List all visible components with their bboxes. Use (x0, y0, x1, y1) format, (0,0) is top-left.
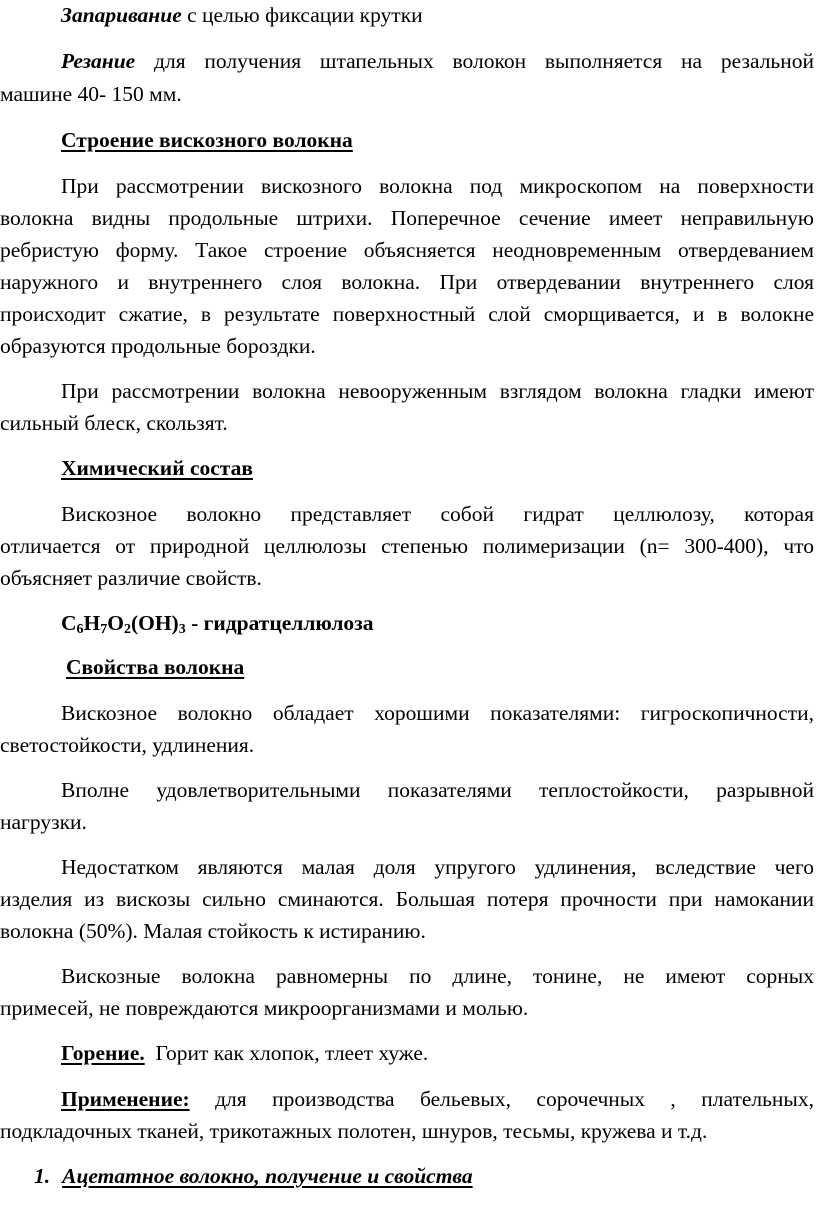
formula-subscript: 7 (100, 621, 108, 637)
text-line: Вискозные волокна равномерны по длине, тонине, не имеют сорных (61, 964, 814, 988)
text-line: ребристую форму. Такое строение объясняется неодновременным отвердеванием (0, 238, 814, 262)
formula-subscript: 3 (178, 621, 186, 637)
text-line: волокна (50%). Малая стойкость к истиранию. (0, 919, 426, 943)
paragraph-burning (61, 1043, 814, 1065)
section-heading-chemistry: Химический состав (61, 456, 253, 480)
chemical-formula (61, 613, 814, 635)
steaming-text: с целью фиксации крутки (181, 3, 423, 27)
term-usage: Применение: (61, 1087, 190, 1111)
heading-acetate-text: Ацетатное волокно, получение и свойства (62, 1164, 473, 1188)
list-number: 1. (34, 1164, 51, 1188)
text-line: объясняет различие свойств. (0, 566, 262, 590)
text-line: нагрузки. (0, 810, 87, 834)
numbered-heading-acetate (34, 1166, 473, 1188)
term-steaming: Запаривание (61, 3, 182, 27)
formula-subscript: 6 (76, 621, 84, 637)
text-line: При рассмотрении волокна невооруженным взглядом волокна гладки имеют (61, 379, 814, 403)
text-line: Недостатком являются малая доля упругого удлинения, вследствие чего (61, 855, 814, 879)
text-line: изделия из вискозы сильно сминаются. Большая потеря прочности при намокании (0, 887, 814, 911)
formula-part: C (61, 611, 77, 635)
text-line: отличается от природной целлюлозы степенью полимеризации (n= 300-400), что (0, 534, 814, 558)
text-line: При рассмотрении вискозного волокна под микроскопом на поверхности (61, 174, 814, 198)
term-burning: Горение. (61, 1041, 145, 1065)
text-line: светостойкости, удлинения. (0, 733, 255, 757)
paragraph-usage (61, 1089, 814, 1111)
text-line: происходит сжатие, в результате поверхностный слой сморщивается, и в волокне (0, 302, 814, 326)
paragraph-steaming (61, 5, 814, 27)
paragraph-cutting (61, 51, 814, 73)
term-cutting: Резание (61, 49, 136, 73)
text-line: волокна видны продольные штрихи. Поперечное сечение имеет неправильную (0, 206, 814, 230)
text-line: машине 40- 150 мм. (0, 82, 182, 106)
section-heading-properties: Свойства волокна (66, 655, 245, 679)
burning-text: Горит как хлопок, тлеет хуже. (144, 1041, 429, 1065)
formula-label: - гидратцеллюлоза (185, 611, 374, 635)
text-line: примесей, не повреждаются микроорганизмами и молью. (0, 996, 529, 1020)
text-line: Вискозное волокно обладает хорошими показателями: гигроскопичности, (61, 701, 814, 725)
formula-part: O (107, 611, 124, 635)
text-line: сильный блеск, скользят. (0, 411, 228, 435)
usage-text: для производства бельевых, сорочечных , плательных, (189, 1087, 814, 1111)
formula-part: (OH) (130, 611, 179, 635)
text-line: Вполне удовлетворительными показателями теплостойкости, разрывной (61, 778, 814, 802)
formula-subscript: 2 (123, 621, 131, 637)
text-line: образуются продольные бороздки. (0, 334, 316, 358)
cutting-text: для получения штапельных волокон выполняется на резальной (135, 49, 814, 73)
text-line: Вискозное волокно представляет собой гидрат целлюлозу, которая (61, 502, 814, 526)
text-line: подкладочных тканей, трикотажных полотен, шнуров, тесьмы, кружева и т.д. (0, 1119, 708, 1143)
section-heading-structure: Строение вискозного волокна (61, 128, 353, 152)
text-line: наружного и внутреннего слоя волокна. При отвердевании внутреннего слоя (0, 270, 814, 294)
formula-part: H (83, 611, 101, 635)
